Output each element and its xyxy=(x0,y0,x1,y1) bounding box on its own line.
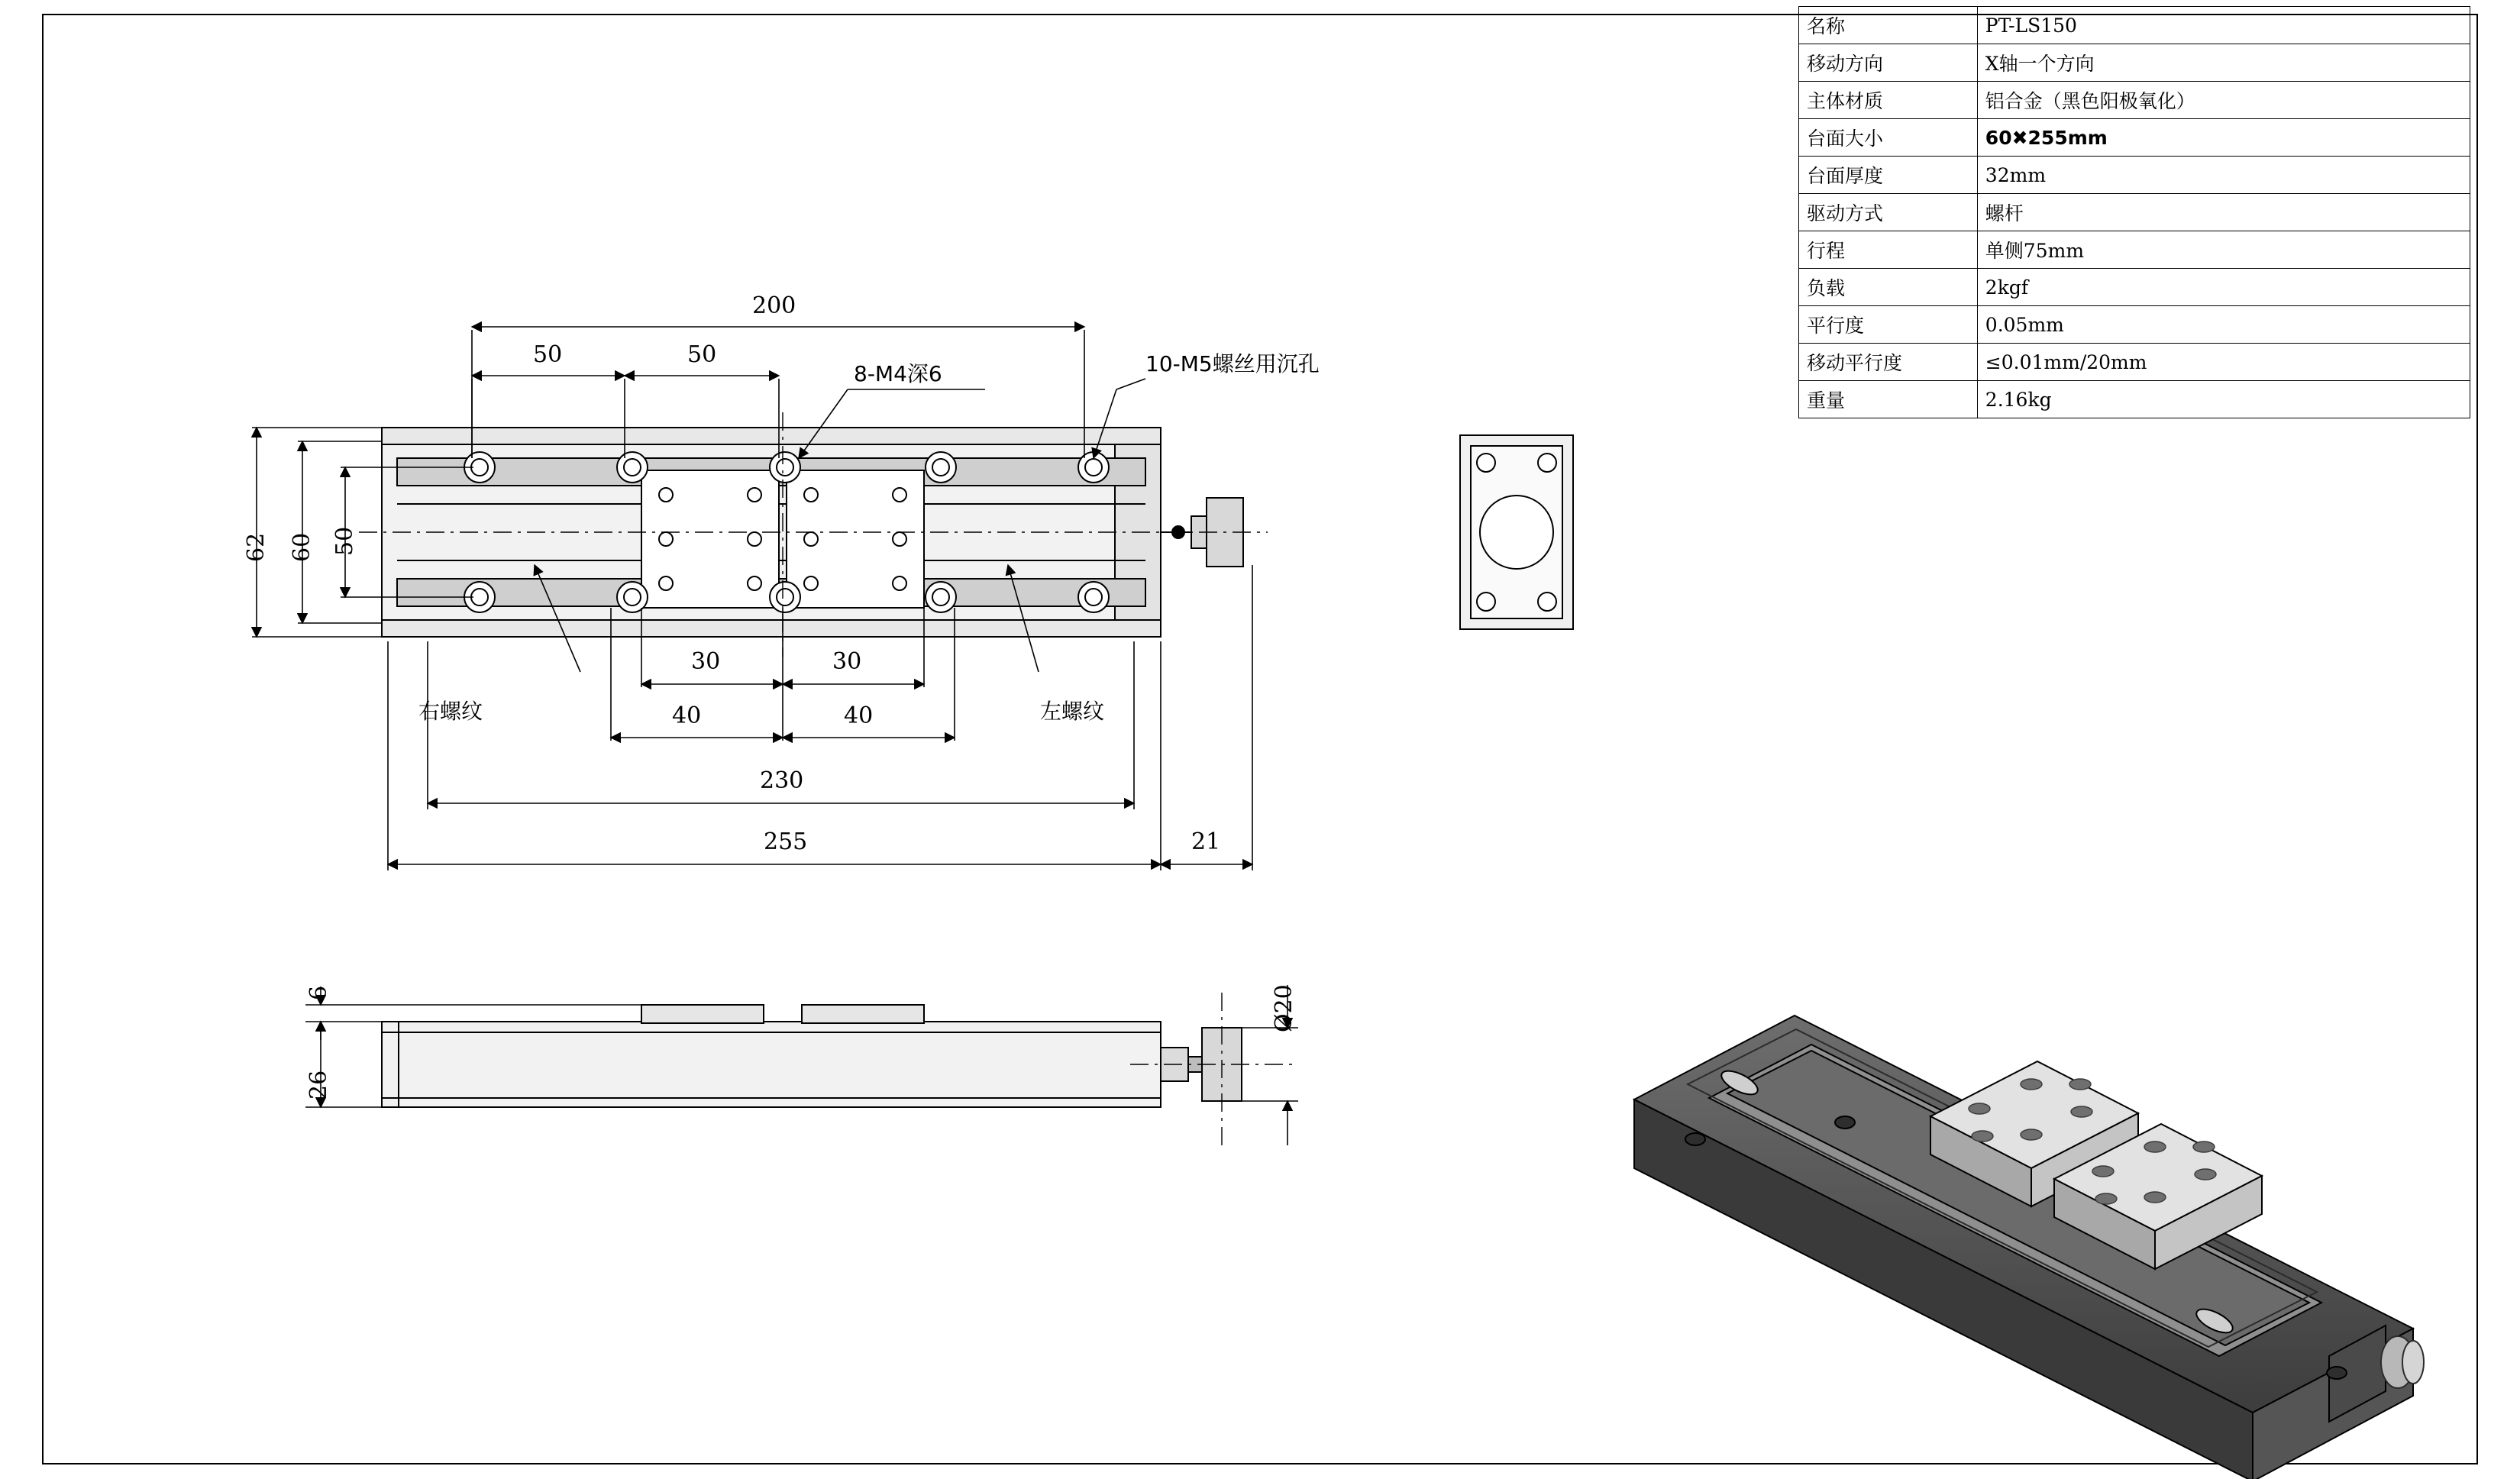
dim-label-40-a: 40 xyxy=(672,702,702,729)
table-row xyxy=(1799,7,2470,44)
table-row xyxy=(1799,306,2470,344)
dim-label-50-c: 50 xyxy=(331,526,358,556)
note-8-m4: 8-M4深6 xyxy=(854,361,942,386)
note-10-m5: 10-M5螺丝用沉孔 xyxy=(1145,351,1320,376)
spec-key: 台面大小 xyxy=(1799,119,1978,157)
dim-label-40-b: 40 xyxy=(844,702,874,729)
spec-table-body xyxy=(1799,7,2470,418)
dim-label-62: 62 xyxy=(243,532,270,562)
spec-value: 60✖255mm xyxy=(1977,119,2470,157)
dim-label-255: 255 xyxy=(764,828,808,855)
dim-label-6: 6 xyxy=(305,985,332,1000)
table-row xyxy=(1799,157,2470,194)
spec-value: 0.05mm xyxy=(1977,306,2470,344)
table-row xyxy=(1799,82,2470,119)
spec-key: 平行度 xyxy=(1799,306,1978,344)
dim-label-26: 26 xyxy=(305,1070,332,1100)
spec-value: X轴一个方向 xyxy=(1977,44,2470,82)
table-row xyxy=(1799,381,2470,418)
spec-key: 重量 xyxy=(1799,381,1978,418)
table-row xyxy=(1799,194,2470,231)
dim-label-21: 21 xyxy=(1191,828,1221,855)
table-row xyxy=(1799,231,2470,269)
note-left-thread: 左螺纹 xyxy=(1040,699,1105,724)
spec-key: 负载 xyxy=(1799,269,1978,306)
spec-value: 铝合金（黑色阳极氧化） xyxy=(1977,82,2470,119)
table-row xyxy=(1799,44,2470,82)
spec-value: ≤0.01mm/20mm xyxy=(1977,344,2470,381)
dim-label-60: 60 xyxy=(289,532,315,562)
dim-label-30-b: 30 xyxy=(832,648,862,675)
table-row xyxy=(1799,344,2470,381)
dim-label-30-a: 30 xyxy=(691,648,721,675)
spec-key: 名称 xyxy=(1799,7,1978,44)
dim-label-230: 230 xyxy=(760,767,804,794)
note-right-thread: 右螺纹 xyxy=(418,699,483,724)
spec-value: PT-LS150 xyxy=(1977,7,2470,44)
spec-value: 单侧75mm xyxy=(1977,231,2470,269)
spec-key: 行程 xyxy=(1799,231,1978,269)
spec-key: 台面厚度 xyxy=(1799,157,1978,194)
dim-label-200: 200 xyxy=(752,292,796,319)
spec-value: 32mm xyxy=(1977,157,2470,194)
spec-value: 2kgf xyxy=(1977,269,2470,306)
dim-label-d20: Ø20 xyxy=(1271,984,1297,1032)
dim-label-50-a: 50 xyxy=(533,341,563,368)
dim-label-50-b: 50 xyxy=(687,341,717,368)
spec-key: 驱动方式 xyxy=(1799,194,1978,231)
spec-key: 主体材质 xyxy=(1799,82,1978,119)
spec-key: 移动平行度 xyxy=(1799,344,1978,381)
spec-key: 移动方向 xyxy=(1799,44,1978,82)
spec-value: 螺杆 xyxy=(1977,194,2470,231)
table-row xyxy=(1799,269,2470,306)
spec-table xyxy=(1798,6,2470,418)
table-row xyxy=(1799,119,2470,157)
spec-value: 2.16kg xyxy=(1977,381,2470,418)
